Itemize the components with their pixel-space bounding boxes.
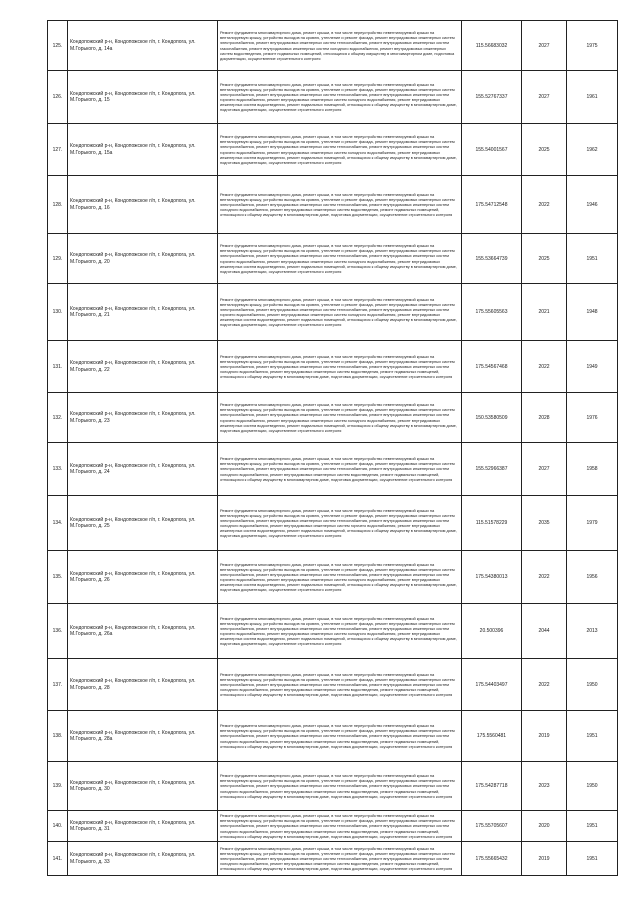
built-year-text: 1950 — [586, 783, 598, 789]
work-list-text: Ремонт фундамента многоквартирного дома, ремонт крыши, в том числе переустройство невентилируемой крыши на вентилируемую крышу, устройство выходов на кровлю, утепление и ремонт фасада, ремонт внутридомовых инженерных систем электроснабжения, ремонт внутридомовых инженерных систем теплоснабжения, ремонт внутридомовых инженерных систем горячего водоснабжения, ремонт внутридомовых инженерных систем холодного водоснабжения, ремонт внутридомовых инженерных систем водоотведения, ремонт подвальных помещений, относящихся к общему имуществу в многоквартирном доме, подготовка документации, осуществление строительного контроля — [220, 402, 457, 433]
table-row — [48, 21, 618, 71]
planned-year-text: 2022 — [538, 363, 550, 370]
work-list-cell — [218, 762, 462, 811]
built-year-cell — [567, 21, 618, 71]
work-list-cell — [218, 443, 462, 496]
work-list-cell — [218, 842, 462, 876]
cost-text: 115.51578229 — [475, 520, 508, 526]
planned-year-text: 2022 — [538, 681, 550, 688]
cost-text: 175.54567468 — [475, 363, 508, 370]
row-number-cell — [48, 496, 68, 551]
address-text: Кондопожский р-н, Кондопожское г/п, г. Кондопога, ул. М.Горького, д. 33 — [70, 852, 196, 865]
work-list-text: Ремонт фундамента многоквартирного дома, ремонт крыши, в том числе переустройство невентилируемой крыши на вентилируемую крышу, устройство выходов на кровлю, утепление и ремонт фасада, ремонт внутридомовых инженерных систем электроснабжения, ремонт внутридомовых инженерных систем теплоснабжения, ремонт внутридомовых инженерных систем холодного водоснабжения, ремонт внутридомовых инженерных систем водоотведения, ремонт подвальных помещений, относящихся к общему имуществу в многоквартирном доме, подготовка документации, осуществление строительного контроля — [220, 353, 455, 380]
built-year-cell — [567, 443, 618, 496]
planned-year-cell — [522, 711, 567, 762]
planned-year-text: 2027 — [538, 94, 550, 100]
built-year-text: 1976 — [586, 414, 598, 421]
cost-text: 155.54001567 — [475, 146, 508, 153]
row-number-text: 125. — [52, 42, 63, 49]
address-cell — [68, 21, 218, 71]
address-text: Кондопожский р-н, Кондопожское г/п, г. Кондопога, ул. М.Горького, д. 15а — [70, 143, 196, 156]
cost-cell — [462, 604, 522, 659]
built-year-cell — [567, 659, 618, 711]
built-year-text: 1962 — [586, 146, 598, 153]
row-number-cell — [48, 234, 68, 284]
table-row — [48, 811, 618, 842]
row-number-text: 134. — [52, 520, 63, 526]
work-list-text: Ремонт фундамента многоквартирного дома, ремонт крыши, в том числе переустройство невентилируемой крыши на вентилируемую крышу, устройство выходов на кровлю, утепление и ремонт фасада, ремонт внутридомовых инженерных систем электроснабжения, ремонт внутридомовых инженерных систем теплоснабжения, ремонт внутридомовых инженерных систем холодного водоснабжения, ремонт внутридомовых инженерных систем горячего водоснабжения, ремонт внутридомовых инженерных систем водоотведения, ремонт подвальных помещений, относящихся к общему имуществу в многоквартирном доме, подготовка документации, осуществление строительного контроля — [220, 507, 457, 539]
cost-cell — [462, 659, 522, 711]
table-row — [48, 341, 618, 393]
table-row — [48, 176, 618, 234]
planned-year-text: 2028 — [538, 414, 550, 421]
table-row — [48, 711, 618, 762]
document-page — [47, 20, 617, 876]
address-cell — [68, 234, 218, 284]
built-year-text: 1961 — [586, 94, 598, 100]
planned-year-cell — [522, 393, 567, 443]
built-year-cell — [567, 762, 618, 811]
work-list-cell — [218, 711, 462, 762]
work-list-cell — [218, 21, 462, 71]
planned-year-text: 2025 — [538, 146, 550, 153]
built-year-cell — [567, 71, 618, 124]
built-year-cell — [567, 284, 618, 341]
row-number-text: 135. — [52, 574, 63, 580]
address-text: Кондопожский р-н, Кондопожское г/п, г. Кондопога, ул. М.Горького, д. 28а — [70, 729, 196, 742]
row-number-text: 127. — [52, 146, 63, 153]
work-list-cell — [218, 496, 462, 551]
address-cell — [68, 176, 218, 234]
address-cell — [68, 551, 218, 604]
cost-text: 155.53664739 — [475, 255, 508, 262]
table-row — [48, 393, 618, 443]
planned-year-cell — [522, 341, 567, 393]
cost-text: 175.55705607 — [475, 823, 508, 829]
cost-cell — [462, 762, 522, 811]
cost-cell — [462, 124, 522, 176]
built-year-text: 1975 — [586, 42, 598, 49]
work-list-text: Ремонт фундамента многоквартирного дома, ремонт крыши, в том числе переустройство невентилируемой крыши на вентилируемую крышу, устройство выходов на кровлю, утепление и ремонт фасада, ремонт внутридомовых инженерных систем электроснабжения, ремонт внутридомовых инженерных систем теплоснабжения, ремонт внутридомовых инженерных систем горячего водоснабжения, ремонт внутридомовых инженерных систем холодного водоснабжения, ремонт внутридомовых инженерных систем водоотведения, ремонт подвальных помещений, относящихся к общему имуществу в многоквартирном доме, подготовка документации, осуществление строительного контроля — [220, 81, 457, 113]
address-text: Кондопожский р-н, Кондопожское г/п, г. Кондопога, ул. М.Горького, д. 31 — [70, 819, 196, 832]
work-list-cell — [218, 341, 462, 393]
cost-text: 155.52966387 — [475, 466, 508, 472]
cost-cell — [462, 21, 522, 71]
work-list-text: Ремонт фундамента многоквартирного дома, ремонт крыши, в том числе переустройство невентилируемой крыши на вентилируемую крышу, устройство выходов на кровлю, утепление и ремонт фасада, ремонт внутридомовых инженерных систем электроснабжения, ремонт внутридомовых инженерных систем теплоснабжения, ремонт внутридомовых инженерных систем горячего водоснабжения, ремонт внутридомовых инженерных систем холодного водоснабжения, ремонт внутридомовых инженерных систем водоотведения, ремонт подвальных помещений, относящихся к общему имуществу в многоквартирном доме, подготовка документации, осуществление строительного контроля — [220, 561, 457, 593]
address-cell — [68, 659, 218, 711]
work-list-text: Ремонт фундамента многоквартирного дома, ремонт крыши, в том числе переустройство невентилируемой крыши на вентилируемую крышу, устройство выходов на кровлю, утепление и ремонт фасада, ремонт внутридомовых инженерных систем электроснабжения, ремонт внутридомовых инженерных систем теплоснабжения, ремонт внутридомовых инженерных систем холодного водоснабжения, ремонт внутридомовых инженерных систем водоотведения, ремонт подвальных помещений, относящихся к общему имуществу в многоквартирном доме, подготовка документации, осуществление строительного контроля — [220, 773, 455, 799]
planned-year-text: 2027 — [538, 42, 550, 49]
planned-year-text: 2035 — [538, 520, 550, 526]
cost-text: 115.56683032 — [475, 42, 508, 49]
address-cell — [68, 71, 218, 124]
row-number-cell — [48, 659, 68, 711]
work-list-text: Ремонт фундамента многоквартирного дома, ремонт крыши, в том числе переустройство невентилируемой крыши на вентилируемую крышу, устройство выходов на кровлю, утепление и ремонт фасада, ремонт внутридомовых инженерных систем электроснабжения, ремонт внутридомовых инженерных систем теплоснабжения, ремонт внутридомовых инженерных систем холодного водоснабжения, ремонт внутридомовых инженерных систем водоотведения, ремонт подвальных помещений, относящихся к общему имуществу в многоквартирном доме, подготовка документации, осуществление строительного контроля — [220, 723, 455, 749]
built-year-text: 1956 — [586, 574, 598, 580]
planned-year-text: 2021 — [538, 309, 550, 315]
cost-cell — [462, 842, 522, 876]
cost-text: 175.5560481 — [476, 733, 507, 739]
row-number-cell — [48, 284, 68, 341]
row-number-text: 130. — [52, 309, 63, 315]
row-number-text: 126. — [52, 94, 63, 100]
address-cell — [68, 393, 218, 443]
address-text: Кондопожский р-н, Кондопожское г/п, г. Кондопога, ул. М.Горького, д. 23 — [70, 411, 196, 424]
row-number-text: 131. — [52, 363, 63, 370]
cost-cell — [462, 711, 522, 762]
cost-text: 150.53580509 — [475, 414, 508, 421]
planned-year-text: 2022 — [538, 574, 550, 580]
work-list-text: Ремонт фундамента многоквартирного дома, ремонт крыши, в том числе переустройство невентилируемой крыши на вентилируемую крышу, устройство выходов на кровлю, утепление и ремонт фасада, ремонт внутридомовых инженерных систем электроснабжения, ремонт внутридомовых инженерных систем теплоснабжения, ремонт внутридомовых инженерных систем горячего водоснабжения, ремонт внутридомовых инженерных систем холодного водоснабжения, ремонт внутридомовых инженерных систем водоотведения, ремонт подвальных помещений, относящихся к общему имуществу в многоквартирном доме, подготовка документации, осуществление строительного контроля — [220, 134, 457, 165]
cost-text: 175.55665432 — [475, 855, 508, 862]
row-number-cell — [48, 71, 68, 124]
built-year-text: 1951 — [586, 733, 598, 739]
built-year-text: 1948 — [586, 309, 598, 315]
planned-year-cell — [522, 21, 567, 71]
address-text: Кондопожский р-н, Кондопожское г/п, г. Кондопога, ул. М.Горького, д. 15 — [70, 90, 196, 103]
planned-year-cell — [522, 811, 567, 842]
cost-text: 175.55605563 — [475, 309, 508, 315]
address-cell — [68, 341, 218, 393]
planned-year-cell — [522, 71, 567, 124]
address-cell — [68, 711, 218, 762]
address-text: Кондопожский р-н, Кондопожское г/п, г. Кондопога, ул. М.Горького, д. 16 — [70, 198, 196, 211]
planned-year-text: 2027 — [538, 466, 550, 472]
row-number-cell — [48, 21, 68, 71]
cost-cell — [462, 341, 522, 393]
work-list-cell — [218, 284, 462, 341]
address-text: Кондопожский р-н, Кондопожское г/п, г. Кондопога, ул. М.Горького, д. 20 — [70, 252, 196, 265]
table-row — [48, 234, 618, 284]
cost-text: 155.52767337 — [475, 94, 508, 100]
work-list-text: Ремонт фундамента многоквартирного дома, ремонт крыши, в том числе переустройство невентилируемой крыши на вентилируемую крышу, устройство выходов на кровлю, утепление и ремонт фасада, ремонт внутридомовых инженерных систем электроснабжения, ремонт внутридомовых инженерных систем теплоснабжения, ремонт внутридомовых инженерных систем холодного водоснабжения, ремонт внутридомовых инженерных систем водоотведения, ремонт подвальных помещений, относящихся к общему имуществу в многоквартирном доме, подготовка документации, осуществление строительного контроля — [220, 671, 455, 698]
row-number-cell — [48, 842, 68, 876]
work-list-text: Ремонт фундамента многоквартирного дома, ремонт крыши, в том числе переустройство невентилируемой крыши на вентилируемую крышу, устройство выходов на кровлю, утепление и ремонт фасада, ремонт внутридомовых инженерных систем электроснабжения, ремонт внутридомовых инженерных систем теплоснабжения, ремонт внутридомовых инженерных систем горячего водоснабжения, ремонт внутридомовых инженерных систем холодного водоснабжения, ремонт внутридомовых инженерных систем водоотведения, ремонт подвальных помещений, относящихся к общему имуществу в многоквартирном доме, подготовка документации, осуществление строительного контроля — [220, 615, 457, 647]
planned-year-cell — [522, 443, 567, 496]
work-list-text: Ремонт фундамента многоквартирного дома, ремонт крыши, в том числе переустройство невентилируемой крыши на вентилируемую крышу, устройство выходов на кровлю, утепление и ремонт фасада, ремонт внутридомовых инженерных систем электроснабжения, ремонт внутридомовых инженерных систем теплоснабжения, ремонт внутридомовых инженерных систем горячего водоснабжения, ремонт внутридомовых инженерных систем холодного водоснабжения, ремонт внутридомовых инженерных систем водоотведения, ремонт подвальных помещений, относящихся к общему имуществу в многоквартирном доме, подготовка документации, осуществление строительного контроля — [220, 243, 457, 274]
table-row — [48, 124, 618, 176]
cost-cell — [462, 176, 522, 234]
row-number-text: 138. — [52, 733, 63, 739]
work-list-cell — [218, 604, 462, 659]
address-text: Кондопожский р-н, Кондопожское г/п, г. Кондопога, ул. М.Горького, д. 24 — [70, 462, 196, 475]
row-number-cell — [48, 811, 68, 842]
planned-year-text: 2019 — [538, 733, 550, 739]
row-number-text: 132. — [52, 414, 63, 421]
cost-cell — [462, 551, 522, 604]
row-number-text: 133. — [52, 466, 63, 472]
cost-cell — [462, 443, 522, 496]
table-row — [48, 659, 618, 711]
cost-cell — [462, 71, 522, 124]
address-cell — [68, 496, 218, 551]
cost-text: 175.54380013 — [475, 574, 508, 580]
planned-year-cell — [522, 762, 567, 811]
address-cell — [68, 443, 218, 496]
address-text: Кондопожский р-н, Кондопожское г/п, г. Кондопога, ул. М.Горького, д. 28 — [70, 678, 196, 691]
built-year-cell — [567, 496, 618, 551]
built-year-text: 1951 — [586, 823, 598, 829]
row-number-cell — [48, 711, 68, 762]
built-year-text: 1979 — [586, 520, 598, 526]
row-number-text: 139. — [52, 783, 63, 789]
row-number-cell — [48, 341, 68, 393]
work-list-text: Ремонт фундамента многоквартирного дома, ремонт крыши, в том числе переустройство невентилируемой крыши на вентилируемую крышу, устройство выходов на кровлю, утепление и ремонт фасада, ремонт внутридомовых инженерных систем электроснабжения, ремонт внутридомовых инженерных систем теплоснабжения, ремонт внутридомовых инженерных систем холодного водоснабжения, ремонт внутридомовых инженерных систем водоотведения, ремонт подвальных помещений, относящихся к общему имуществу в многоквартирном доме, подготовка документации, осуществление строительного контроля — [220, 813, 455, 839]
built-year-cell — [567, 124, 618, 176]
address-cell — [68, 762, 218, 811]
address-text: Кондопожский р-н, Кондопожское г/п, г. Кондопога, ул. М.Горького, д. 21 — [70, 305, 196, 318]
repair-program-table — [47, 20, 618, 876]
row-number-cell — [48, 604, 68, 659]
cost-text: 20.500396 — [479, 628, 504, 634]
address-text: Кондопожский р-н, Кондопожское г/п, г. Кондопога, ул. М.Горького, д. 25 — [70, 516, 196, 529]
planned-year-cell — [522, 284, 567, 341]
row-number-cell — [48, 176, 68, 234]
built-year-cell — [567, 811, 618, 842]
cost-text: 175.54403497 — [475, 681, 508, 688]
row-number-text: 129. — [52, 255, 63, 262]
built-year-text: 2013 — [586, 628, 598, 634]
row-number-text: 141. — [52, 855, 63, 862]
row-number-cell — [48, 551, 68, 604]
work-list-text: Ремонт фундамента многоквартирного дома, ремонт крыши, в том числе переустройство невентилируемой крыши на вентилируемую крышу, устройство выходов на кровлю, утепление и ремонт фасада, ремонт внутридомовых инженерных систем электроснабжения, ремонт внутридомовых инженерных систем теплоснабжения, ремонт внутридомовых инженерных систем холодного водоснабжения, ремонт внутридомовых инженерных систем водоотведения, ремонт подвальных помещений, относящихся к общему имуществу в многоквартирном доме, подготовка документации, осуществление строительного контроля — [220, 191, 455, 218]
address-text: Кондопожский р-н, Кондопожское г/п, г. Кондопога, ул. М.Горького, д. 26а — [70, 624, 196, 637]
planned-year-cell — [522, 604, 567, 659]
planned-year-text: 2044 — [538, 628, 550, 634]
work-list-cell — [218, 551, 462, 604]
built-year-cell — [567, 551, 618, 604]
address-cell — [68, 811, 218, 842]
built-year-cell — [567, 341, 618, 393]
cost-text: 175.54287718 — [475, 783, 508, 789]
built-year-cell — [567, 176, 618, 234]
address-text: Кондопожский р-н, Кондопожское г/п, г. Кондопога, ул. М.Горького, д. 22 — [70, 360, 196, 373]
built-year-cell — [567, 604, 618, 659]
cost-cell — [462, 811, 522, 842]
address-cell — [68, 842, 218, 876]
work-list-cell — [218, 71, 462, 124]
cost-cell — [462, 284, 522, 341]
address-text: Кондопожский р-н, Кондопожское г/п, г. Кондопога, ул. М.Горького, д. 30 — [70, 779, 196, 792]
built-year-cell — [567, 234, 618, 284]
row-number-text: 137. — [52, 681, 63, 688]
built-year-text: 1946 — [586, 201, 598, 208]
planned-year-text: 2023 — [538, 783, 550, 789]
cost-cell — [462, 393, 522, 443]
cost-text: 175.54712548 — [475, 201, 508, 208]
address-cell — [68, 124, 218, 176]
work-list-text: Ремонт фундамента многоквартирного дома, ремонт крыши, в том числе переустройство невентилируемой крыши на вентилируемую крышу, устройство выходов на кровлю, утепление и ремонт фасада, ремонт внутридомовых инженерных систем электроснабжения, ремонт внутридомовых инженерных систем теплоснабжения, ремонт внутридомовых инженерных систем холодного водоснабжения, ремонт внутридомовых инженерных систем водоотведения, ремонт подвальных помещений, относящихся к общему имуществу в многоквартирном доме, подготовка документации, осуществление строительного контроля — [220, 456, 455, 482]
planned-year-text: 2025 — [538, 255, 550, 262]
table-row — [48, 496, 618, 551]
work-list-cell — [218, 393, 462, 443]
built-year-cell — [567, 711, 618, 762]
built-year-text: 1949 — [586, 363, 598, 370]
planned-year-cell — [522, 176, 567, 234]
built-year-cell — [567, 393, 618, 443]
work-list-cell — [218, 176, 462, 234]
built-year-cell — [567, 842, 618, 876]
row-number-text: 140. — [52, 823, 63, 829]
planned-year-cell — [522, 842, 567, 876]
row-number-text: 128. — [52, 201, 63, 208]
cost-cell — [462, 234, 522, 284]
table-row — [48, 762, 618, 811]
planned-year-text: 2020 — [538, 823, 550, 829]
table-body — [48, 21, 618, 876]
planned-year-cell — [522, 659, 567, 711]
table-row — [48, 443, 618, 496]
table-row — [48, 284, 618, 341]
address-cell — [68, 284, 218, 341]
table-row — [48, 842, 618, 876]
row-number-cell — [48, 124, 68, 176]
built-year-text: 1951 — [586, 255, 598, 262]
table-row — [48, 71, 618, 124]
work-list-text: Ремонт фундамента многоквартирного дома, ремонт крыши, в том числе переустройство невентилируемой крыши на вентилируемую крышу, устройство выходов на кровлю, утепление и ремонт фасада, ремонт внутридомовых инженерных систем электроснабжения, ремонт внутридомовых инженерных систем теплоснабжения, ремонт внутридомовых инженерных систем горячего водоснабжения, ремонт внутридомовых инженерных систем холодного водоснабжения, ремонт внутридомовых инженерных систем водоотведения, ремонт подвальных помещений, относящихся к общему имуществу в многоквартирном доме, подготовка документации, осуществление строительного контроля — [220, 296, 457, 328]
address-text: Кондопожский р-н, Кондопожское г/п, г. Кондопога, ул. М.Горького, д. 26 — [70, 570, 196, 583]
planned-year-cell — [522, 496, 567, 551]
row-number-cell — [48, 443, 68, 496]
work-list-cell — [218, 811, 462, 842]
cost-cell — [462, 496, 522, 551]
table-row — [48, 604, 618, 659]
built-year-text: 1958 — [586, 466, 598, 472]
planned-year-cell — [522, 551, 567, 604]
row-number-text: 136. — [52, 628, 63, 634]
planned-year-cell — [522, 234, 567, 284]
work-list-cell — [218, 659, 462, 711]
work-list-text: Ремонт фундамента многоквартирного дома, ремонт крыши, в том числе переустройство невентилируемой крыши на вентилируемую крышу, устройство выходов на кровлю, утепление и ремонт фасада, ремонт внутридомовых инженерных систем электроснабжения, ремонт внутридомовых инженерных систем теплоснабжения, ремонт внутридомовых инженерных систем холодного водоснабжения, ремонт внутридомовых инженерных систем водоотведения, ремонт подвальных помещений, относящихся к общему имуществу в многоквартирном доме, подготовка документации, осуществление строительного контроля — [220, 845, 455, 872]
address-cell — [68, 604, 218, 659]
planned-year-cell — [522, 124, 567, 176]
table-row — [48, 551, 618, 604]
planned-year-text: 2019 — [538, 855, 550, 862]
work-list-cell — [218, 234, 462, 284]
built-year-text: 1950 — [586, 681, 598, 688]
planned-year-text: 2022 — [538, 201, 550, 208]
work-list-cell — [218, 124, 462, 176]
row-number-cell — [48, 393, 68, 443]
built-year-text: 1951 — [586, 855, 598, 862]
row-number-cell — [48, 762, 68, 811]
address-text: Кондопожский р-н, Кондопожское г/п, г. Кондопога, ул. М.Горького, д. 14а — [70, 39, 196, 52]
work-list-text: Ремонт фундамента многоквартирного дома, ремонт крыши, в том числе переустройство невентилируемой крыши на вентилируемую крышу, устройство выходов на кровлю, утепление и ремонт фасада, ремонт внутридомовых инженерных систем электроснабжения, ремонт внутридомовых инженерных систем теплоснабжения, ремонт внутридомовых инженерных систем газоснабжения, ремонт внутридомовых инженерных систем холодного водоснабжения, ремонт внутридомовых инженерных систем водоотведения, ремонт подвальных помещений, относящихся к общему имуществу в многоквартирном доме, подготовка документации, осуществление строительного контроля — [220, 30, 455, 61]
